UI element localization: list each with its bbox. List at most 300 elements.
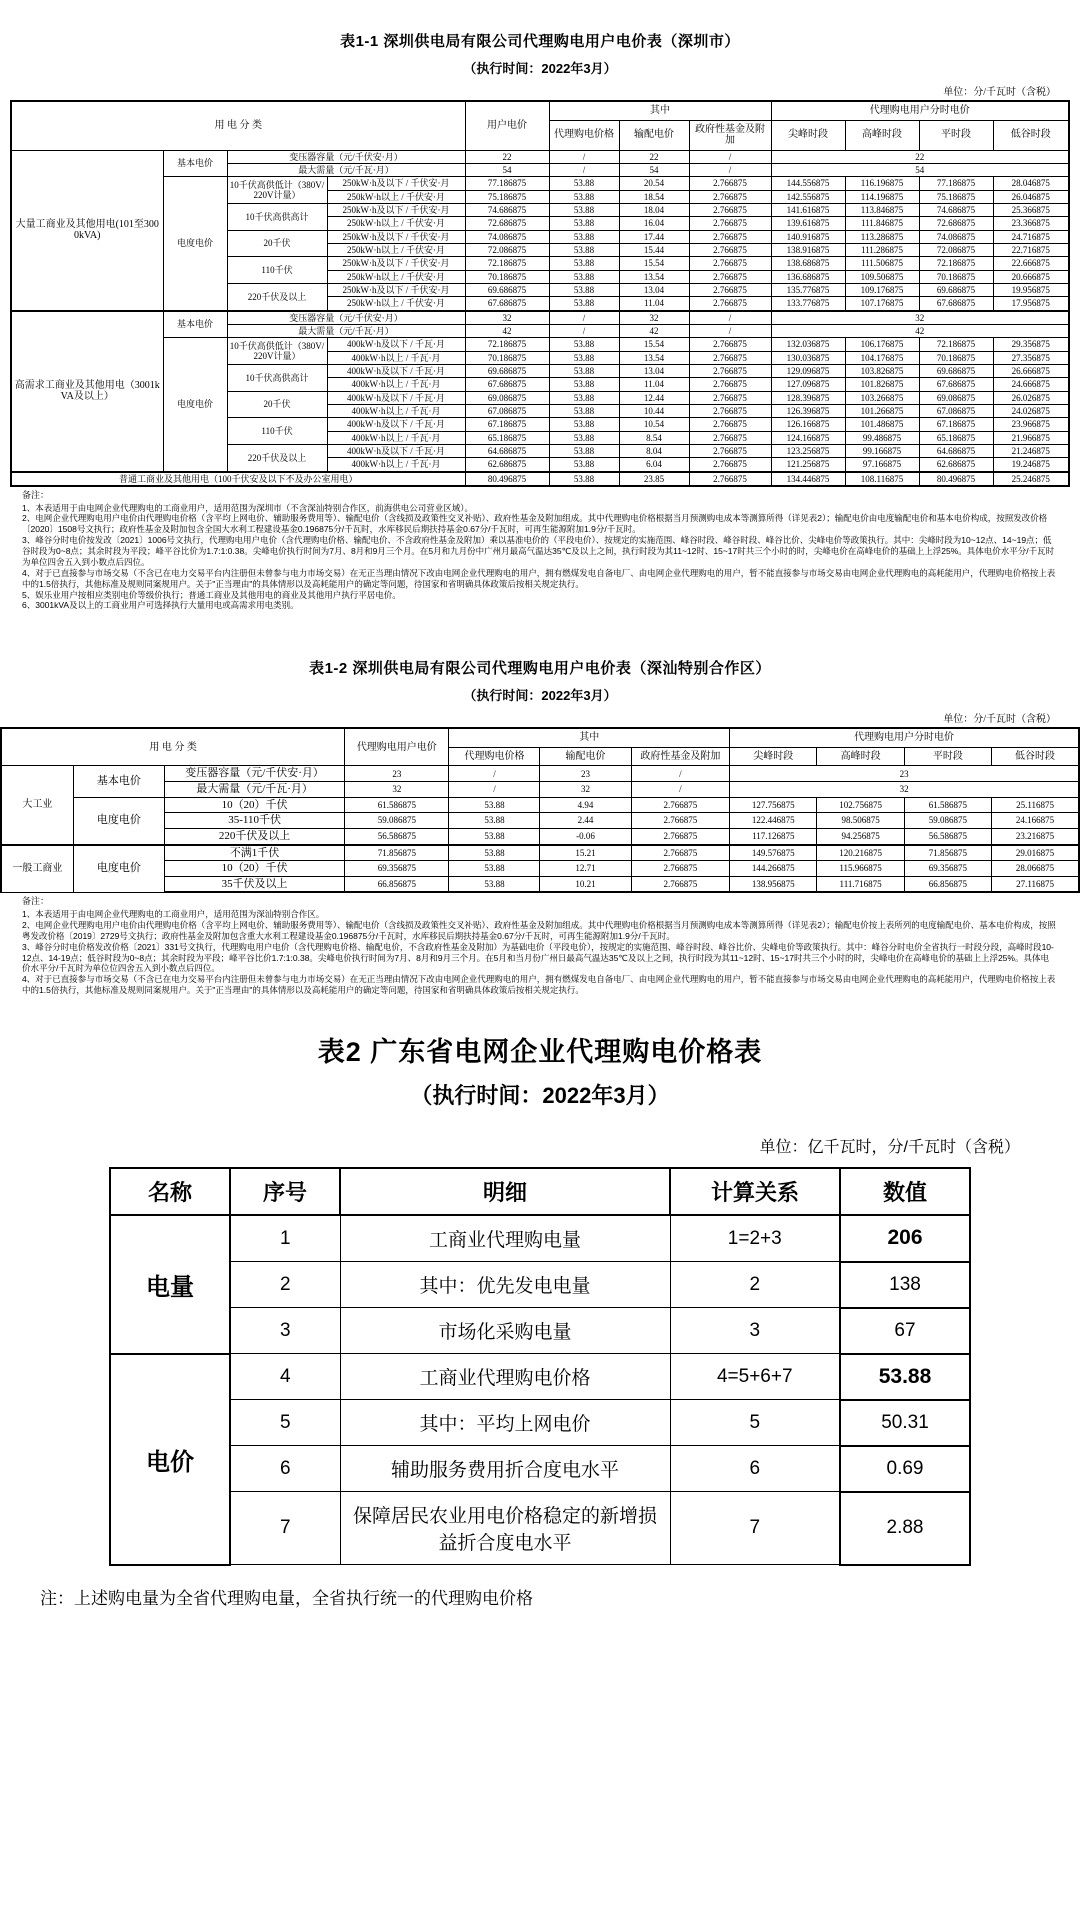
cell-flat: 69.686875 <box>919 365 993 378</box>
cell-user-price: 77.186875 <box>465 177 549 190</box>
cell-peak: 120.216875 <box>817 845 904 861</box>
cell-flat: 69.686875 <box>919 283 993 296</box>
cell-gov-fund: 2.766875 <box>689 431 771 444</box>
cell-agent-price: / <box>549 163 619 176</box>
table-row <box>110 1446 970 1492</box>
note-item: 1、本表适用于由电网企业代理购电的工商业用户，适用范围为深汕特别合作区。 <box>22 909 325 919</box>
table1-1 <box>10 100 1070 487</box>
cell-valley: 19.956875 <box>993 283 1069 296</box>
cell-tier: 400kW·h及以下 / 千瓦·月 <box>327 445 465 458</box>
table-row <box>110 1308 970 1354</box>
th-peak: 高峰时段 <box>817 747 904 766</box>
cell-voltage-level: 110千伏 <box>227 257 327 284</box>
cell-peak: 111.506875 <box>845 257 919 270</box>
cell-transmission: 54 <box>619 163 689 176</box>
cell-sharp: 128.396875 <box>771 391 845 404</box>
cell-valley: 26.046875 <box>993 190 1069 203</box>
cell-sharp: 127.096875 <box>771 378 845 391</box>
cell-transmission: 10.44 <box>619 405 689 418</box>
cell-tier: 400kW·h以上 / 千瓦·月 <box>327 431 465 444</box>
cell-sharp: 122.446875 <box>730 813 817 829</box>
table-row <box>11 338 1069 351</box>
table1-1-unit: 单位：分/千瓦时（含税） <box>943 87 1056 98</box>
cell-user-price: 64.686875 <box>465 445 549 458</box>
cell-sharp: 126.166875 <box>771 418 845 431</box>
cell-sharp: 138.686875 <box>771 257 845 270</box>
cell-tier: 400kW·h以上 / 千瓦·月 <box>327 405 465 418</box>
cell-user-price: 61.586875 <box>345 797 449 813</box>
cell-user-price: 74.086875 <box>465 230 549 243</box>
cell-agent-price: 53.88 <box>449 797 540 813</box>
cell-valley: 26.026875 <box>993 391 1069 404</box>
cell-agent-price: 53.88 <box>549 243 619 256</box>
cell-agent-price: 53.88 <box>549 230 619 243</box>
cell-valley: 22.666875 <box>993 257 1069 270</box>
cell-valley: 28.066875 <box>992 861 1079 877</box>
cell-transmission: 17.44 <box>619 230 689 243</box>
cell-peak: 101.486875 <box>845 418 919 431</box>
cell-voltage-level: 20千伏 <box>227 230 327 257</box>
basic-item: 变压器容量（元/千伏安·月） <box>227 311 465 325</box>
cell-flat: 69.086875 <box>919 391 993 404</box>
cell-agent-price: 53.88 <box>549 338 619 351</box>
cell-tou: 22 <box>771 150 1069 163</box>
cell-agent-price: 53.88 <box>449 845 540 861</box>
cell-peak: 111.716875 <box>817 876 904 892</box>
cell-no: 3 <box>230 1308 340 1354</box>
cell-transmission: 15.44 <box>619 243 689 256</box>
cell-transmission: 13.54 <box>619 351 689 364</box>
cell-no: 4 <box>230 1354 340 1400</box>
th-name: 名称 <box>110 1168 230 1215</box>
cell-sharp: 138.916875 <box>771 243 845 256</box>
cell-user-price: 67.686875 <box>465 378 549 391</box>
note-item: 3、峰谷分时电价按发改〔2021〕1006号文执行，代理购电用户电价（含代理购电价格、输配电价、不含政府性基金及附加）乘以基准电价的（平段电价）、按规定的实施范围、峰谷时段、峰谷时段、峰谷比价、尖峰电价等政策执行。其中：尖峰时段为10~12点、14~19点；低谷时段为0~8点；其余时段为平段；峰平谷比价为1.7:1:0.38。尖峰电价执行时间为7月、8月和9月三个月。在5月和九月份中广州月最高气温达35℃及以上之间，执行时段为其11~12时、15~17时共三个小时的时，尖峰电价在高峰电价的基础上上浮25%。具体电价水平分/千瓦时为单位四舍五入到小数点后四位。 <box>22 535 1055 567</box>
th-flat: 平时段 <box>919 120 993 150</box>
th-agent-price: 代理购电价格 <box>449 747 540 766</box>
cell-detail: 工商业代理购电量 <box>340 1215 670 1262</box>
basic-item: 最大需量（元/千瓦·月） <box>227 324 465 337</box>
cell-agent-price: 53.88 <box>449 876 540 892</box>
cell-relation: 5 <box>670 1400 840 1446</box>
cell-transmission: 6.04 <box>619 458 689 472</box>
table-row <box>11 311 1069 325</box>
cell-agent-price: 53.88 <box>449 861 540 877</box>
th-value: 数值 <box>840 1168 970 1215</box>
cell-gov-fund: 2.766875 <box>689 418 771 431</box>
cell-user-price: 72.686875 <box>465 217 549 230</box>
cell-agent-price: 53.88 <box>549 297 619 311</box>
th-tou: 代理购电用户分时电价 <box>730 728 1079 747</box>
cell-relation: 2 <box>670 1262 840 1308</box>
cell-peak: 101.266875 <box>845 405 919 418</box>
cell-transmission: 42 <box>619 324 689 337</box>
th-sharp: 尖峰时段 <box>771 120 845 150</box>
table-row <box>11 472 1069 486</box>
cell-transmission: 2.44 <box>540 813 631 829</box>
section-quantity: 电量 <box>110 1215 230 1354</box>
basic-item: 变压器容量（元/千伏安·月） <box>227 150 465 163</box>
table2-note: 注：上述购电量为全省代理购电量，全省执行统一的代理购电价格 <box>40 1588 533 1608</box>
cell-user-price: 69.356875 <box>345 861 449 877</box>
cell-user-price: 71.856875 <box>345 845 449 861</box>
cell-detail: 保障居民农业用电价格稳定的新增损益折合度电水平 <box>340 1492 670 1565</box>
table1-2-unit: 单位：分/千瓦时（含税） <box>943 714 1056 726</box>
cell-agent-price: 53.88 <box>549 283 619 296</box>
cell-flat: 64.686875 <box>919 445 993 458</box>
cell-gov-fund: 2.766875 <box>689 283 771 296</box>
cell-tier: 400kW·h以上 / 千瓦·月 <box>327 378 465 391</box>
cell-transmission: 8.04 <box>619 445 689 458</box>
cell-peak: 109.176875 <box>845 283 919 296</box>
cell-valley: 23.966875 <box>993 418 1069 431</box>
cell-sharp: 136.686875 <box>771 270 845 283</box>
cell-sharp: 135.776875 <box>771 283 845 296</box>
cell-peak: 107.176875 <box>845 297 919 311</box>
cell-voltage-level: 220千伏及以上 <box>227 283 327 310</box>
cell-value: 53.88 <box>840 1354 970 1400</box>
cell-tier: 250kW·h及以下 / 千伏安·月 <box>327 283 465 296</box>
cell-voltage-level: 220千伏及以上 <box>164 828 344 844</box>
basic-item: 最大需量（元/千瓦·月） <box>164 782 344 798</box>
section-price: 电价 <box>110 1354 230 1565</box>
cell-valley: 25.116875 <box>992 797 1079 813</box>
cell-flat: 70.186875 <box>919 351 993 364</box>
cell-flat: 72.186875 <box>919 257 993 270</box>
cell-tier: 400kW·h及以下 / 千瓦·月 <box>327 391 465 404</box>
cell-transmission: 16.04 <box>619 217 689 230</box>
cell-gov-fund: 2.766875 <box>689 177 771 190</box>
cell-flat: 67.186875 <box>919 418 993 431</box>
cell-no: 2 <box>230 1262 340 1308</box>
cell-tier: 400kW·h及以下 / 千瓦·月 <box>327 418 465 431</box>
energy-price-label: 电度电价 <box>163 338 227 472</box>
th-transmission: 输配电价 <box>619 120 689 150</box>
cell-user-price: 70.186875 <box>465 270 549 283</box>
table1-2 <box>0 727 1080 893</box>
cell-peak: 114.196875 <box>845 190 919 203</box>
cell-sharp: 130.036875 <box>771 351 845 364</box>
cell-valley: 25.246875 <box>993 472 1069 486</box>
cell-transmission: 23.85 <box>619 472 689 486</box>
cell-relation: 7 <box>670 1492 840 1565</box>
cell-no: 6 <box>230 1446 340 1492</box>
table-row <box>1 766 1079 782</box>
cell-flat: 67.686875 <box>919 297 993 311</box>
cell-transmission: 22 <box>619 150 689 163</box>
cell-sharp: 142.556875 <box>771 190 845 203</box>
cell-detail: 工商业代理购电价格 <box>340 1354 670 1400</box>
cell-detail: 市场化采购电量 <box>340 1308 670 1354</box>
cell-sharp: 132.036875 <box>771 338 845 351</box>
cell-flat: 75.186875 <box>919 190 993 203</box>
cell-gov-fund: 2.766875 <box>689 270 771 283</box>
cell-user-price: 62.686875 <box>465 458 549 472</box>
cell-tier: 250kW·h以上 / 千伏安·月 <box>327 243 465 256</box>
cell-gov-fund: 2.766875 <box>631 845 730 861</box>
cell-flat: 70.186875 <box>919 270 993 283</box>
cell-tou: 23 <box>730 766 1079 782</box>
note-item: 4、对于已直接参与市场交易（不含已在电力交易平台内注册但未曾参与电力市场交易）在无正当理由情况下改由电网企业代理购电的用户，拥有燃煤发电自备电厂、由电网企业代理购电的用户，暂不能直接参与市场交易由电网企业代理购电的高耗能用户，代理购电价格按上表中的1.5倍执行，其他标准及规则同案规用户。关于"正当理由"的具体情形以及高耗能用户的确定等问题，待国家和省明确具体政策后按相关规定执行。 <box>22 974 1056 996</box>
th-agent-price: 代理购电价格 <box>549 120 619 150</box>
table1-2-subtitle: （执行时间：2022年3月） <box>463 688 617 704</box>
cell-tou: 54 <box>771 163 1069 176</box>
cell-flat: 72.686875 <box>919 217 993 230</box>
cell-transmission: 15.21 <box>540 845 631 861</box>
cell-agent-price: 53.88 <box>549 177 619 190</box>
cell-flat: 77.186875 <box>919 177 993 190</box>
cell-agent-price: 53.88 <box>549 365 619 378</box>
th-tou: 代理购电用户分时电价 <box>771 101 1069 120</box>
note-item: 6、3001kVA及以上的工商业用户可选择执行大量用电或高需求用电类别。 <box>22 600 299 611</box>
notes-heading: 备注： <box>22 490 50 501</box>
cell-sharp: 140.916875 <box>771 230 845 243</box>
table-row <box>1 845 1079 861</box>
cell-transmission: 23 <box>540 766 631 782</box>
cell-peak: 99.486875 <box>845 431 919 444</box>
cell-detail: 其中：优先发电电量 <box>340 1262 670 1308</box>
note-item: 2、电网企业代理购电用户电价由代理购电价格（含平均上网电价、辅助服务费用等）、输配电价（含线损及政策性交叉补贴）、政府性基金及附加组成。其中代理购电价格根据当月预测购电成本等测算所得（详见表2）；输配电价由电度输配电价和基本电价构成，按照发改价格〔2020〕1508号文执行；政府性基金及附加包含全国大水利工程建设基金0.196875分/千瓦时，水库移民后期扶持基金0.67分/千瓦时，可再生能源附加1.9分/千瓦时。 <box>22 513 1048 535</box>
cell-sharp: 144.266875 <box>730 861 817 877</box>
cell-agent-price: 53.88 <box>549 378 619 391</box>
cell-no: 1 <box>230 1215 340 1262</box>
table2-unit: 单位：亿千瓦时，分/千瓦时（含税） <box>759 1139 1020 1156</box>
cell-gov-fund: / <box>689 163 771 176</box>
cell-gov-fund: / <box>689 150 771 163</box>
cell-user-price: 75.186875 <box>465 190 549 203</box>
th-category: 用 电 分 类 <box>1 728 345 766</box>
cell-peak: 104.176875 <box>845 351 919 364</box>
cell-gov-fund: 2.766875 <box>689 351 771 364</box>
th-relation: 计算关系 <box>670 1168 840 1215</box>
cell-valley: 24.716875 <box>993 230 1069 243</box>
cell-valley: 23.366875 <box>993 217 1069 230</box>
cell-tier: 250kW·h以上 / 千伏安·月 <box>327 297 465 311</box>
cell-detail: 辅助服务费用折合度电水平 <box>340 1446 670 1492</box>
cell-sharp: 124.166875 <box>771 431 845 444</box>
basic-price-label: 基本电价 <box>73 766 164 797</box>
cell-transmission: 11.04 <box>619 297 689 311</box>
cell-no: 7 <box>230 1492 340 1565</box>
cell-tou: 32 <box>771 311 1069 325</box>
cell-valley: 29.356875 <box>993 338 1069 351</box>
cell-peak: 108.116875 <box>845 472 919 486</box>
cell-peak: 113.286875 <box>845 230 919 243</box>
th-user-price: 代理购电用户电价 <box>345 728 449 766</box>
cell-voltage-level: 10千伏高供低计（380V/220V计量） <box>227 338 327 365</box>
basic-item: 最大需量（元/千瓦·月） <box>227 163 465 176</box>
table-row <box>11 177 1069 190</box>
cell-agent-price: / <box>549 324 619 337</box>
cell-gov-fund: 2.766875 <box>689 243 771 256</box>
energy-price-label: 电度电价 <box>73 845 164 893</box>
cell-valley: 21.966875 <box>993 431 1069 444</box>
cell-transmission: 12.44 <box>619 391 689 404</box>
cell-transmission: 18.54 <box>619 190 689 203</box>
cell-sharp: 121.256875 <box>771 458 845 472</box>
cell-valley: 26.666875 <box>993 365 1069 378</box>
cell-user-price: 69.686875 <box>465 365 549 378</box>
cell-voltage-level: 10（20）千伏 <box>164 797 344 813</box>
cell-gov-fund: 2.766875 <box>689 458 771 472</box>
cell-gov-fund: 2.766875 <box>689 405 771 418</box>
cell-transmission: 15.54 <box>619 257 689 270</box>
cell-value: 67 <box>840 1308 970 1354</box>
th-user-price: 用户电价 <box>465 101 549 150</box>
cell-valley: 19.246875 <box>993 458 1069 472</box>
cell-user-price: 23 <box>345 766 449 782</box>
cell-voltage-level: 220千伏及以上 <box>227 445 327 472</box>
cell-tier: 400kW·h以上 / 千瓦·月 <box>327 458 465 472</box>
cell-transmission: 13.54 <box>619 270 689 283</box>
th-valley: 低谷时段 <box>992 747 1079 766</box>
cell-peak: 116.196875 <box>845 177 919 190</box>
cell-flat: 67.086875 <box>919 405 993 418</box>
cell-tier: 250kW·h及以下 / 千伏安·月 <box>327 230 465 243</box>
th-peak: 高峰时段 <box>845 120 919 150</box>
row-group-name: 高需求工商业及其他用电（3001kVA及以上） <box>11 311 163 472</box>
cell-gov-fund: 2.766875 <box>689 378 771 391</box>
cell-flat: 74.086875 <box>919 230 993 243</box>
cell-agent-price: / <box>549 311 619 325</box>
th-sharp: 尖峰时段 <box>730 747 817 766</box>
cell-user-price: 32 <box>465 311 549 325</box>
cell-sharp: 117.126875 <box>730 828 817 844</box>
cell-peak: 101.826875 <box>845 378 919 391</box>
cell-peak: 111.846875 <box>845 217 919 230</box>
cell-transmission: 11.04 <box>619 378 689 391</box>
cell-sharp: 138.956875 <box>730 876 817 892</box>
cell-peak: 103.826875 <box>845 365 919 378</box>
cell-user-price: 80.496875 <box>465 472 549 486</box>
cell-voltage-level: 110千伏 <box>227 418 327 445</box>
cell-tier: 400kW·h及以下 / 千瓦·月 <box>327 338 465 351</box>
cell-flat: 80.496875 <box>919 472 993 486</box>
cell-transmission: 12.71 <box>540 861 631 877</box>
cell-relation: 6 <box>670 1446 840 1492</box>
cell-transmission: 10.54 <box>619 418 689 431</box>
row-general-commercial: 普通工商业及其他用电（100千伏安及以下不及办公室用电） <box>11 472 465 486</box>
cell-user-price: 56.586875 <box>345 828 449 844</box>
cell-tier: 250kW·h及以下 / 千伏安·月 <box>327 177 465 190</box>
cell-peak: 109.506875 <box>845 270 919 283</box>
cell-flat: 59.086875 <box>904 813 991 829</box>
row-group-name: 大工业 <box>1 766 73 845</box>
cell-value: 2.88 <box>840 1492 970 1565</box>
table-header-row <box>1 728 1079 747</box>
cell-flat: 62.686875 <box>919 458 993 472</box>
th-gov-fund: 政府性基金及附加 <box>689 120 771 150</box>
cell-peak: 98.506875 <box>817 813 904 829</box>
cell-gov-fund: 2.766875 <box>689 257 771 270</box>
cell-user-price: 74.686875 <box>465 203 549 216</box>
cell-valley: 22.716875 <box>993 243 1069 256</box>
basic-price-label: 基本电价 <box>163 311 227 338</box>
cell-no: 5 <box>230 1400 340 1446</box>
cell-sharp: 141.616875 <box>771 203 845 216</box>
cell-transmission: 13.04 <box>619 365 689 378</box>
cell-gov-fund: 2.766875 <box>689 338 771 351</box>
cell-transmission: 18.04 <box>619 203 689 216</box>
cell-user-price: 67.086875 <box>465 405 549 418</box>
cell-valley: 29.016875 <box>992 845 1079 861</box>
cell-tier: 250kW·h以上 / 千伏安·月 <box>327 217 465 230</box>
cell-peak: 102.756875 <box>817 797 904 813</box>
cell-value: 50.31 <box>840 1400 970 1446</box>
cell-peak: 97.166875 <box>845 458 919 472</box>
cell-flat: 61.586875 <box>904 797 991 813</box>
cell-sharp: 123.256875 <box>771 445 845 458</box>
energy-price-label: 电度电价 <box>73 797 164 844</box>
cell-user-price: 70.186875 <box>465 351 549 364</box>
table1-1-notes <box>0 487 1080 611</box>
cell-agent-price: / <box>449 766 540 782</box>
cell-peak: 103.266875 <box>845 391 919 404</box>
cell-user-price: 69.086875 <box>465 391 549 404</box>
cell-user-price: 72.186875 <box>465 257 549 270</box>
cell-gov-fund: 2.766875 <box>689 203 771 216</box>
cell-gov-fund: 2.766875 <box>631 797 730 813</box>
cell-gov-fund: 2.766875 <box>631 861 730 877</box>
cell-agent-price: 53.88 <box>449 813 540 829</box>
cell-value: 206 <box>840 1215 970 1262</box>
cell-flat: 56.586875 <box>904 828 991 844</box>
cell-agent-price: 53.88 <box>549 257 619 270</box>
cell-user-price: 72.186875 <box>465 338 549 351</box>
basic-price-label: 基本电价 <box>163 150 227 177</box>
cell-user-price: 54 <box>465 163 549 176</box>
table-row <box>110 1400 970 1446</box>
table-row <box>110 1262 970 1308</box>
cell-transmission: 32 <box>619 311 689 325</box>
cell-valley: 24.026875 <box>993 405 1069 418</box>
cell-voltage-level: 10千伏高供低计（380V/220V计量） <box>227 177 327 204</box>
cell-agent-price: 53.88 <box>549 351 619 364</box>
cell-tier: 250kW·h以上 / 千伏安·月 <box>327 270 465 283</box>
note-item: 1、本表适用于由电网企业代理购电的工商业用户，适用范围为深圳市（不含深汕特别合作区，前海供电公司营业区域）。 <box>22 502 473 513</box>
cell-agent-price: 53.88 <box>549 445 619 458</box>
cell-valley: 21.246875 <box>993 445 1069 458</box>
cell-gov-fund: 2.766875 <box>689 365 771 378</box>
cell-relation: 4=5+6+7 <box>670 1354 840 1400</box>
cell-gov-fund: 2.766875 <box>689 472 771 486</box>
cell-value: 138 <box>840 1262 970 1308</box>
row-group-name: 大量工商业及其他用电(101至3000kVA) <box>11 150 163 311</box>
cell-valley: 23.216875 <box>992 828 1079 844</box>
cell-voltage-level: 35-110千伏 <box>164 813 344 829</box>
row-group-name: 一般工商业 <box>1 845 73 893</box>
cell-tier: 250kW·h以上 / 千伏安·月 <box>327 190 465 203</box>
th-among: 其中 <box>449 728 730 747</box>
note-item: 4、对于已直接参与市场交易（不含已在电力交易平台内注册但未曾参与电力市场交易）在无正当理由情况下改由电网企业代理购电的用户，拥有燃煤发电自备电厂、由电网企业代理购电的用户，暂不能直接参与市场交易由电网企业代理购电的高耗能用户，代理购电价格按上表中的1.5倍执行，其他标准及规则同案规用户。关于"正当理由"的具体情形以及高耗能用户的确定等问题，待国家和省明确具体政策后按相关规定执行。 <box>22 567 1056 589</box>
cell-voltage-level: 35千伏及以上 <box>164 876 344 892</box>
cell-tier: 250kW·h及以下 / 千伏安·月 <box>327 257 465 270</box>
cell-flat: 74.686875 <box>919 203 993 216</box>
cell-valley: 28.046875 <box>993 177 1069 190</box>
cell-flat: 67.686875 <box>919 378 993 391</box>
cell-peak: 99.166875 <box>845 445 919 458</box>
cell-agent-price: 53.88 <box>549 405 619 418</box>
cell-relation: 3 <box>670 1308 840 1354</box>
cell-agent-price: 53.88 <box>549 431 619 444</box>
cell-transmission: -0.06 <box>540 828 631 844</box>
note-item: 2、电网企业代理购电用户电价由代理购电价格（含平均上网电价、辅助服务费用等）、输配电价（含线损及政策性交叉补贴）、政府性基金及附加组成。其中代理购电价格根据当月预测购电成本等测算所得（详见表2）；输配电价按上表所列的电度输配电价、基本电价构成，按照粤发改价格〔2019〕2729号文执行；政府性基金及附加包含重大水利工程建设基金0.196875分/千瓦时，水库移民后期扶持基金0.67分/千瓦时，可再生能源附加1.9分/千瓦时。 <box>22 919 1056 941</box>
cell-voltage-level: 10千伏高供高计 <box>227 203 327 230</box>
cell-valley: 27.116875 <box>992 876 1079 892</box>
table2-subtitle: （执行时间：2022年3月） <box>410 1083 670 1108</box>
cell-peak: 111.286875 <box>845 243 919 256</box>
th-transmission: 输配电价 <box>540 747 631 766</box>
